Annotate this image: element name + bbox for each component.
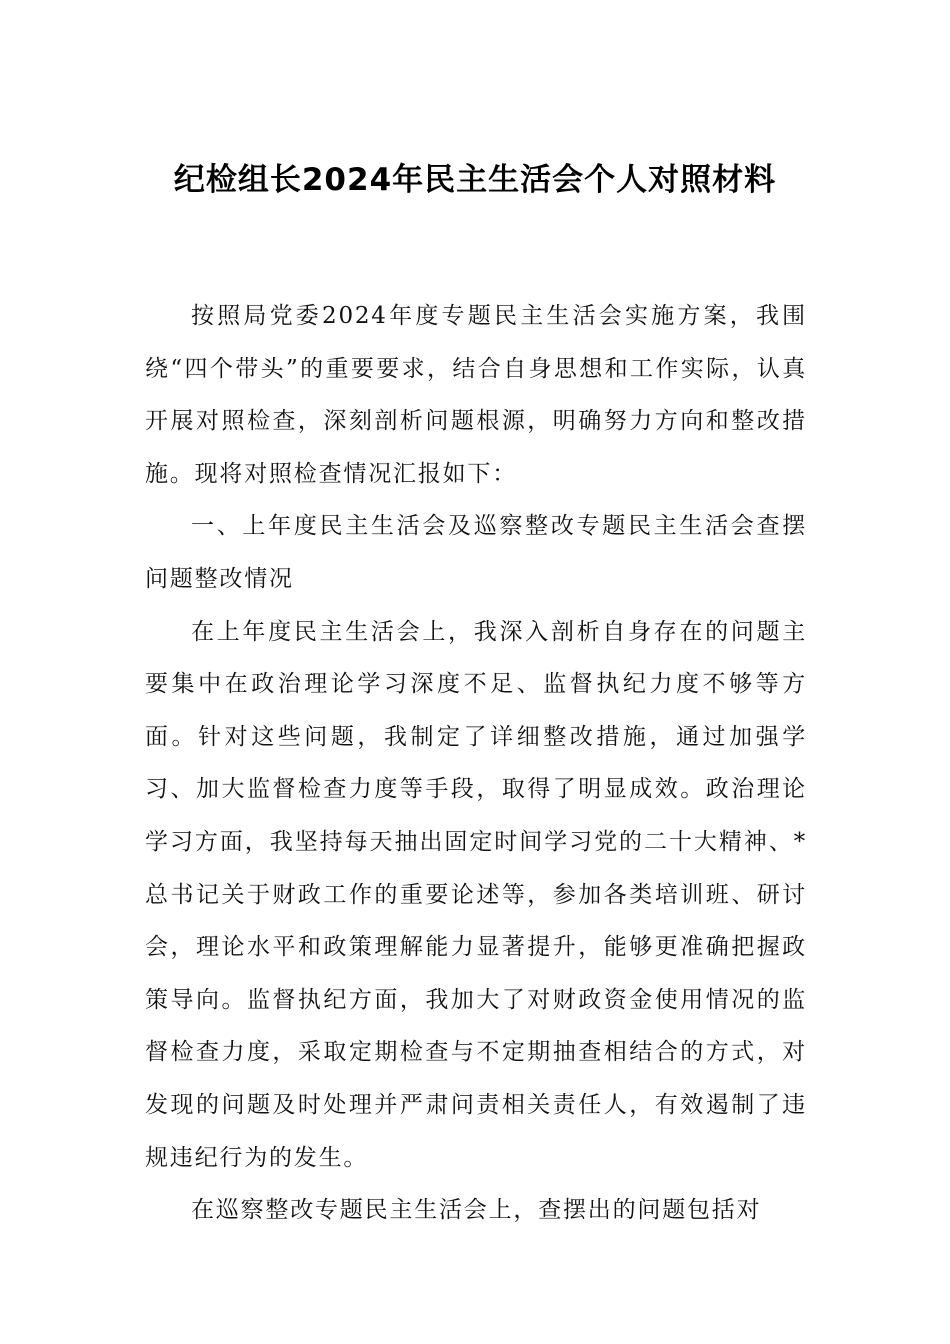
document-body xyxy=(145,290,807,1237)
paragraph-intro: 按照局党委2024年度专题民主生活会实施方案，我围绕“四个带头”的重要要求，结合自身思想和工作实际，认真开展对照检查，深刻剖析问题根源，明确努力方向和整改措施。现将对照检查情况汇报如下： xyxy=(145,303,807,487)
section-heading-1: 一、上年度民主生活会及巡察整改专题民主生活会查摆问题整改情况 xyxy=(145,513,807,592)
paragraph-inspection-rectification: 在巡察整改专题民主生活会上，查摆出的问题包括对 xyxy=(191,1197,762,1224)
document-title: 纪检组长2024年民主生活会个人对照材料 xyxy=(173,162,777,198)
paragraph-last-year-rectification: 在上年度民主生活会上，我深入剖析自身存在的问题主要集中在政治理论学习深度不足、监督执纪力度不够等方面。针对这些问题，我制定了详细整改措施，通过加强学习、加大监督检查力度等手段，取得了明显成效。政治理论学习方面，我坚持每天抽出固定时间学习党的二十大精神、*总书记关于财政工作的重要论述等，参加各类培训班、研讨会，理论水平和政策理解能力显著提升，能够更准确把握政策导向。监督执纪方面，我加大了对财政资金使用情况的监督检查力度，采取定期检查与不定期抽查相结合的方式，对发现的问题及时处理并严肃问责相关责任人，有效遏制了违规违纪行为的发生。 xyxy=(145,618,807,1171)
